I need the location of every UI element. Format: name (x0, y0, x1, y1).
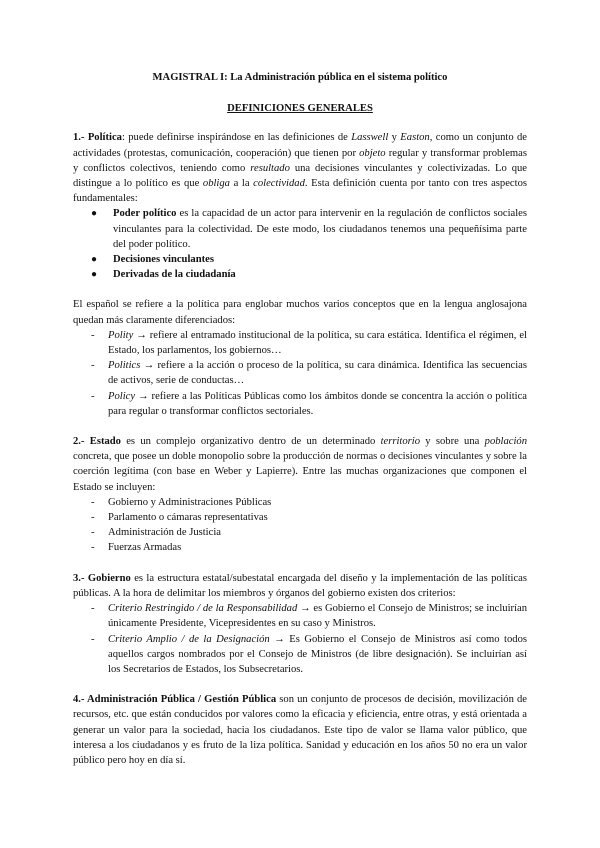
list-item (73, 252, 527, 267)
keyword-obliga: obliga (202, 178, 230, 190)
term-policy: Policy (108, 390, 136, 402)
list-item (73, 510, 527, 525)
list-item (73, 358, 527, 388)
term-politics: Politics (108, 360, 141, 372)
section-number: 4.- (73, 694, 88, 706)
author-easton: Easton (400, 132, 430, 144)
dash-icon: - (91, 390, 95, 402)
list-item (73, 525, 527, 540)
term-estado: Estado (89, 436, 121, 448)
text: : puede definirse inspirándose en las definiciones de (121, 132, 352, 144)
text: → refiere al entramado institucional de la política, su cara estática. Identifica el régimen, el Estado, los parlamentos, los gobiernos… (108, 329, 527, 357)
term-gobierno: Gobierno (87, 572, 131, 584)
list-item (73, 632, 527, 678)
text: es un complejo organizativo dentro de un determinado (120, 436, 381, 448)
document-title: MAGISTRAL I: La Administración pública en el sistema político (152, 72, 448, 83)
dash-icon: - (91, 329, 95, 341)
term-administracion: Administración Pública / Gestión Pública (87, 694, 277, 706)
list-item (73, 328, 527, 358)
dash-icon: - (91, 527, 95, 539)
term-polity: Polity (108, 329, 134, 341)
text: → es Gobierno el Consejo de Ministros; se incluirían únicamente Presidente, Vicepresidentes en su caso y Ministros. (108, 603, 527, 630)
aspects-list (73, 206, 527, 282)
list-item (73, 206, 527, 252)
list-item (73, 389, 527, 419)
dash-icon: - (91, 496, 95, 508)
term-criterio-amplio: Criterio Amplio / de la Designación (108, 633, 270, 645)
term-criterio-restringido: Criterio Restringido / de la Responsabilidad (108, 603, 298, 615)
text: es la estructura estatal/subestatal encargada del diseño y la implementación de las políticas públicas. A la hora de delimitar los miembros y órganos del gobierno existen dos criterios: (73, 572, 527, 599)
keyword-territorio: territorio (380, 436, 421, 448)
section-gobierno (73, 571, 527, 677)
dash-icon: - (91, 603, 95, 615)
bullet-icon: ● (91, 269, 98, 281)
section-heading: DEFINICIONES GENERALES (227, 103, 373, 115)
administracion-definition (73, 692, 527, 768)
text: → Es Gobierno el Consejo de Ministros así como todos aquellos cargos nombrados por el Consejo de Ministros (de libre designación). Se incluirían así los Secretarios de Estados, los Subsecretarios. (108, 633, 527, 675)
keyword-resultado: resultado (250, 162, 290, 174)
text: son un conjunto de procesos de decisión, movilización de recursos, etc. que están conducidos por valores como la eficacia y eficiencia, entre otras, y está orientada a generar un valor para la sociedad, hacia los ciudadanos. Este tipo de valor se llama valor público, que interesa a los ciudadanos y es fruto de la liza política. Sanidad y educación en los años 50 no era un valor público pero hoy en día sí. (73, 694, 528, 766)
politica-terms-intro: El español se refiere a la política para englobar muchos varios conceptos que en la lengua anglosajona quedan más claramente diferenciados: (73, 299, 527, 326)
terms-list (73, 328, 527, 419)
keyword-poblacion: población (484, 436, 528, 448)
text: Fuerzas Armadas (108, 542, 182, 554)
text: . Esta definición cuenta por tanto con tres aspectos fundamentales: (73, 178, 527, 205)
keyword-objeto: objeto (359, 147, 386, 159)
list-item (73, 601, 527, 631)
text: → refiere a la acción o proceso de la política, su cara dinámica. Identifica las secuencias de activos, serie de conductas… (108, 360, 527, 387)
text: es la capacidad de un actor para intervenir en la regulación de conflictos sociales vinculantes para la colectividad. De este modo, los ciudadanos tenemos una pequeñísima parte del poder político. (113, 208, 527, 250)
text: , como un conjunto de actividades (protestas, comunicación, cooperación) que tienen por (73, 132, 528, 159)
text: Parlamento o cámaras representativas (108, 512, 268, 524)
section-politica (73, 130, 527, 282)
estado-definition (73, 434, 527, 495)
bullet-icon: ● (91, 254, 98, 266)
text: y (388, 132, 401, 144)
list-item (73, 540, 527, 555)
section-number: 1.- (73, 132, 88, 144)
organizations-list (73, 495, 527, 556)
text: una decisiones vinculantes y colectivizadas. Lo que distingue a lo político es que (73, 162, 527, 190)
text: regular y transformar problemas y conflictos colectivos, teniendo como (73, 147, 528, 174)
term-politica: Política (87, 132, 122, 144)
section-administracion (73, 692, 527, 768)
bullet-icon: ● (91, 208, 98, 220)
text: Gobierno y Administraciones Públicas (108, 496, 272, 508)
dash-icon: - (91, 512, 95, 524)
text: Administración de Justicia (108, 527, 221, 539)
text: a la (229, 178, 254, 190)
gobierno-definition (73, 571, 527, 601)
term-poder-politico: Poder político (113, 208, 177, 220)
section-number: 3.- (73, 572, 88, 584)
section-politica-terms (73, 297, 527, 419)
keyword-colectividad: colectividad (253, 178, 305, 190)
term-derivadas: Derivadas de la ciudadanía (113, 269, 236, 281)
dash-icon: - (91, 542, 95, 554)
section-estado (73, 434, 527, 556)
term-decisiones: Decisiones vinculantes (113, 254, 214, 266)
politica-definition (73, 130, 527, 206)
list-item (73, 495, 527, 510)
text: → refiere a las Políticas Públicas como los ámbitos donde se concentra la acción o política para regular o transformar conflictos sectoriales. (108, 390, 527, 417)
text: concreta, que posee un doble monopolio sobre la producción de normas o decisiones vinculantes y sobre la coerción legítima (con base en Weber y Lapierre). Entre las muchas organizaciones que componen el Estado se incluyen: (73, 451, 527, 493)
dash-icon: - (91, 360, 95, 372)
criteria-list (73, 601, 527, 677)
author-lasswell: Lasswell (351, 132, 389, 144)
list-item (73, 267, 527, 282)
text: y sobre una (420, 436, 485, 448)
section-number: 2.- (73, 436, 90, 448)
dash-icon: - (91, 633, 95, 645)
